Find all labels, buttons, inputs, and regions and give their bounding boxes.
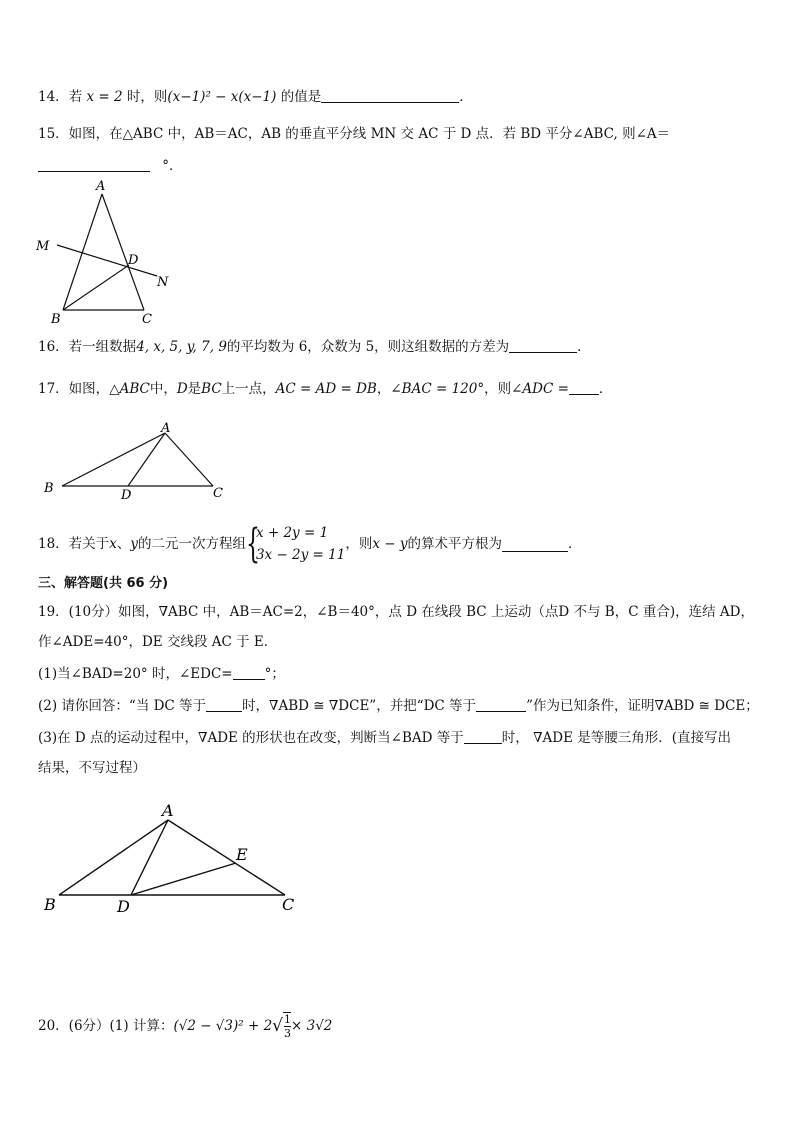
question-15-line2 (38, 156, 183, 176)
q20-expr-b: × 3√2 (291, 1018, 333, 1034)
q15-label-a: A (96, 179, 106, 194)
q19-part2-blank-1[interactable] (206, 697, 242, 712)
q17-side-ab (62, 433, 165, 486)
q14-text-c: 的值是 (280, 89, 322, 105)
q17-math-d: AC = AD = DB (275, 381, 377, 397)
q17-text-e: ， (376, 381, 391, 397)
q18-text-c: 的二元一次方程组 (137, 536, 246, 552)
q17-label-a: A (161, 421, 171, 436)
q17-segment-ad (128, 433, 165, 486)
q19-line2: 作∠ADE=40°，DE 交线段 AC 于 E． (38, 634, 278, 650)
q19-label-b: B (44, 895, 56, 914)
q18-math-xy: x − y (372, 536, 408, 552)
q17-label-c: C (213, 486, 223, 501)
q19-side-ab (59, 820, 168, 895)
q19-label-d: D (117, 897, 130, 916)
q15-line1: 15．如图，在△ABC 中，AB＝AC，AB 的垂直平分线 MN 交 AC 于 D 点．若 BD 平分∠ABC, 则∠A＝ (38, 126, 671, 142)
q19-line5-b: 时， ∇ADE 是等腰三角形．(直接写出 (501, 730, 731, 746)
question-14 (38, 87, 473, 107)
q17-label-b: B (44, 481, 54, 496)
question-17 (38, 379, 612, 399)
q17-math-a: △ABC (109, 381, 150, 397)
q18-brace-icon: { (245, 521, 260, 567)
q15-label-c: C (142, 312, 152, 327)
q19-segment-ad (131, 820, 168, 895)
q20-expr-a: (√2 − √3)² + 2 (173, 1018, 273, 1034)
q20-text-a: 20．(6分）(1) 计算： (38, 1018, 174, 1034)
q17-math-e: ∠BAC = 120° (390, 381, 485, 397)
section-3-heading: 三、解答题(共 66 分) (38, 576, 169, 591)
q14-answer-blank[interactable] (321, 88, 459, 103)
q19-line3-b: °； (264, 666, 285, 682)
q14-math-b: (x−1)² − x(x−1) (167, 89, 277, 105)
q19-part1-blank[interactable] (233, 665, 265, 680)
q18-math-y: y (130, 536, 138, 552)
q17-text-f: ，则 (484, 381, 512, 397)
q15-label-m: M (36, 239, 50, 254)
q19-line5 (38, 728, 731, 748)
q15-answer-blank[interactable] (38, 157, 150, 172)
q19-side-ac (168, 820, 285, 895)
question-15 (38, 124, 670, 144)
q17-math-f: ∠ADC = (511, 381, 569, 397)
q18-math-x: x (109, 536, 117, 552)
q17-math-c: BC (201, 381, 222, 397)
q20-sqrt-icon: √ (272, 1016, 284, 1036)
q19-line6: 结果，不写过程） (38, 760, 146, 776)
q15-side-ab (63, 194, 102, 310)
q19-line4 (38, 696, 759, 716)
q18-answer-blank[interactable] (502, 537, 568, 552)
q19-line5-a: (3)在 D 点的运动过程中，∇ADE 的形状也在改变，判断当∠BAD 等于 (38, 730, 464, 746)
q19-line4-c: ”作为已知条件，证明∇ABD ≅ DCE； (526, 698, 759, 714)
q19-figure (38, 798, 308, 920)
q14-number: 14． (38, 89, 69, 105)
question-18 (38, 522, 581, 566)
q15-line-mn (57, 245, 157, 276)
q19-line1: 19．(10分）如图，∇ABC 中，AB＝AC=2，∠B＝40°，点 D 在线段 BC 上运动（点D 不与 B，C 重合)，连结 AD， (38, 604, 754, 620)
q15-end: °． (162, 158, 183, 174)
q15-label-b: B (51, 312, 61, 327)
q16-text-b: 的平均数为 6，众数为 5，则这组数据的方差为 (226, 339, 510, 355)
q16-answer-blank[interactable] (509, 338, 577, 353)
q17-text-c: 是 (187, 381, 202, 397)
q17-math-b: D (176, 381, 188, 397)
q19-line4-a: (2) 请你回答：“当 DC 等于 (38, 698, 207, 714)
q18-end: ． (567, 536, 582, 552)
q17-text-a: 17．如图， (38, 381, 110, 397)
q15-figure (30, 178, 180, 328)
q14-math-a: x = 2 (86, 89, 123, 105)
q14-text-b: 时，则 (126, 89, 168, 105)
q17-label-d: D (121, 488, 132, 503)
q20-frac-den: 3 (284, 1027, 292, 1040)
q18-eq2: 3x − 2y = 11 (255, 547, 346, 563)
q16-end: ． (577, 339, 591, 355)
q18-text-e: 的算术平方根为 (407, 536, 502, 552)
q19-line4-b: 时，∇ABD ≅ ∇DCE”，并把“DC 等于 (242, 698, 477, 714)
q20-fraction (283, 1012, 291, 1040)
q15-segment-bd (63, 265, 129, 310)
q15-label-d: D (128, 253, 139, 268)
q17-text-d: 上一点， (221, 381, 276, 397)
question-16 (38, 337, 591, 357)
q19-label-c: C (282, 895, 295, 914)
q20-frac-num: 1 (284, 1013, 292, 1026)
q18-text-a: 18．若关于 (38, 536, 110, 552)
q17-answer-blank[interactable] (569, 380, 599, 395)
q18-equation-system (246, 522, 345, 566)
q16-math: 4, x, 5, y, 7, 9 (136, 339, 227, 355)
q19-label-e: E (236, 845, 248, 864)
q17-figure (38, 418, 238, 504)
q14-end: ． (459, 89, 473, 105)
q17-text-b: 中， (149, 381, 177, 397)
q18-text-d: ，则 (345, 536, 373, 552)
q18-text-b: 、 (116, 536, 131, 552)
q16-text-a: 16．若一组数据 (38, 339, 137, 355)
q17-side-ac (165, 433, 213, 486)
q19-segment-de (131, 863, 236, 895)
q15-side-ac (102, 194, 144, 310)
q19-line3 (38, 664, 285, 684)
q17-end: ． (598, 381, 613, 397)
question-20 (38, 1012, 332, 1040)
q19-part2-blank-2[interactable] (476, 697, 526, 712)
q18-eq1: x + 2y = 1 (255, 525, 329, 541)
q15-label-n: N (157, 275, 169, 290)
q19-line3-a: (1)当∠BAD=20° 时，∠EDC= (38, 666, 233, 682)
q14-text-a: 若 (68, 89, 83, 105)
q19-part3-blank[interactable] (464, 729, 502, 744)
q19-label-a: A (162, 801, 174, 820)
